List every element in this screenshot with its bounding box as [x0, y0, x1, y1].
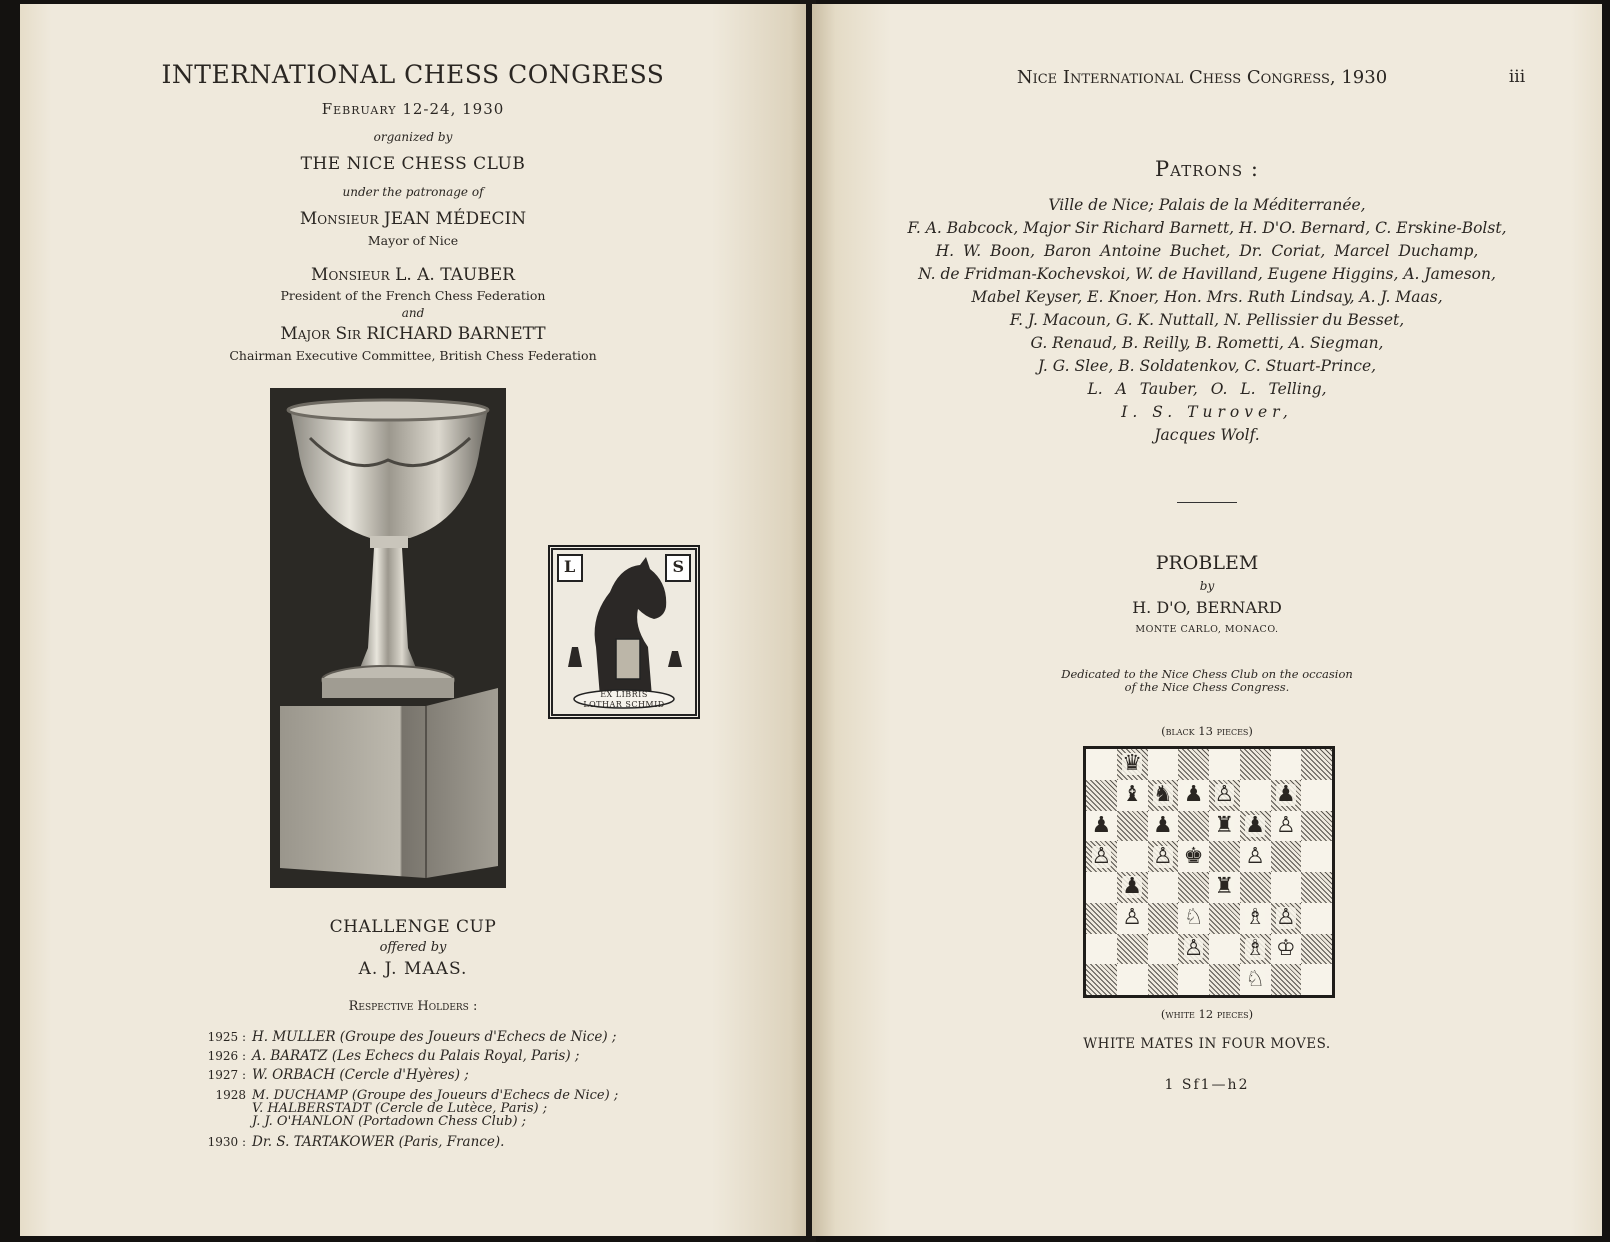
patron-1-prefix: Monsieur — [299, 209, 379, 229]
board-square — [1209, 872, 1240, 903]
trophy-image — [270, 388, 506, 888]
board-square — [1178, 964, 1209, 995]
problem-author: H. D'O, BERNARD — [1132, 598, 1282, 617]
chess-piece-icon: ♟ — [1122, 874, 1142, 900]
board-square — [1240, 841, 1271, 872]
board-square — [1240, 749, 1271, 780]
board-square — [1240, 903, 1271, 934]
board-square — [1178, 749, 1209, 780]
holder-year: 1930 : — [207, 1135, 246, 1149]
chess-piece-icon: ♜ — [1214, 874, 1235, 900]
board-square — [1117, 934, 1148, 965]
board-square — [1148, 811, 1179, 842]
trophy-photo — [270, 388, 506, 888]
patron-2 — [20, 265, 806, 285]
holder-year: 1928 — [215, 1088, 246, 1102]
board-square — [1178, 903, 1209, 934]
board-square — [1117, 811, 1148, 842]
patron-2-prefix: Monsieur — [311, 265, 390, 285]
chess-piece-icon: ♝ — [1122, 782, 1142, 808]
patron-line: Mabel Keyser, E. Knoer, Hon. Mrs. Ruth Lindsay, A. J. Maas, — [971, 288, 1443, 306]
board-square — [1271, 903, 1302, 934]
patron-3-name: RICHARD BARNETT — [366, 324, 546, 344]
page-title: INTERNATIONAL CHESS CONGRESS — [161, 60, 665, 89]
board-square — [1271, 934, 1302, 965]
holder-row — [200, 1047, 618, 1066]
chess-piece-icon: ♙ — [1214, 782, 1235, 808]
board-square — [1301, 749, 1332, 780]
and-label: and — [401, 306, 425, 320]
chess-piece-icon: ♘ — [1245, 966, 1265, 992]
holders-list — [200, 1028, 618, 1152]
chess-piece-icon: ♙ — [1245, 843, 1265, 869]
patron-2-name: L. A. TAUBER — [395, 265, 515, 285]
patron-line: G. Renaud, B. Reilly, B. Rometti, A. Siegman, — [1030, 334, 1384, 352]
section-divider — [1177, 502, 1237, 503]
board-square — [1148, 964, 1179, 995]
right-page — [812, 4, 1602, 1236]
bookplate-letter-s: S — [672, 557, 684, 576]
chess-piece-icon: ♙ — [1276, 812, 1296, 838]
holder-row — [200, 1066, 618, 1085]
board-square — [1178, 780, 1209, 811]
board-square — [1148, 903, 1179, 934]
board-square — [1178, 872, 1209, 903]
board-square — [1240, 811, 1271, 842]
board-rank — [1086, 964, 1332, 995]
dedication-line-1: Dedicated to the Nice Chess Club on the occasion — [1061, 667, 1353, 681]
holder-row — [200, 1028, 618, 1047]
board-square — [1271, 964, 1302, 995]
cup-offered-by: offered by — [379, 940, 447, 955]
board-square — [1178, 811, 1209, 842]
bookplate-letter-l: L — [564, 557, 576, 576]
chess-piece-icon: ♟ — [1091, 812, 1112, 838]
patron-line: Ville de Nice; Palais de la Méditerranée, — [1048, 196, 1366, 214]
board-square — [1178, 841, 1209, 872]
holder-row — [200, 1133, 618, 1152]
board-square — [1117, 841, 1148, 872]
running-head: Nice International Chess Congress, 1930 — [1016, 67, 1388, 88]
cup-title: CHALLENGE CUP — [329, 917, 497, 937]
patron-line: Jacques Wolf. — [1154, 426, 1260, 444]
patrons-title: Patrons : — [1155, 157, 1259, 181]
board-square — [1086, 872, 1117, 903]
chess-piece-icon: ♞ — [1153, 782, 1173, 808]
chess-piece-icon: ♙ — [1276, 905, 1296, 931]
chess-piece-icon: ♟ — [1183, 782, 1204, 808]
chess-piece-icon: ♚ — [1183, 843, 1204, 869]
board-square — [1301, 811, 1332, 842]
holder-text: H. MULLER (Groupe des Joueurs d'Echecs de Nice) ; — [252, 1029, 617, 1045]
board-square — [1117, 903, 1148, 934]
board-square — [1209, 964, 1240, 995]
board-square — [1086, 964, 1117, 995]
board-square — [1148, 872, 1179, 903]
club-name: THE NICE CHESS CLUB — [300, 154, 526, 174]
chess-piece-icon: ♟ — [1245, 812, 1265, 838]
problem-place: MONTE CARLO, MONACO. — [1135, 624, 1279, 635]
holder-year: 1927 : — [207, 1068, 246, 1082]
board-square — [1117, 780, 1148, 811]
bookplate-ex-libris: EX LIBRIS — [600, 690, 648, 699]
organized-by: organized by — [373, 130, 453, 144]
patron-1 — [20, 209, 806, 229]
holder-row — [200, 1085, 618, 1102]
holder-year: 1926 : — [207, 1049, 246, 1063]
chess-piece-icon: ♗ — [1245, 935, 1265, 961]
board-square — [1209, 841, 1240, 872]
patron-line: I. S. Turover, — [1121, 403, 1293, 421]
patron-2-role: President of the French Chess Federation — [280, 288, 546, 303]
board-square — [1117, 964, 1148, 995]
board-square — [1271, 872, 1302, 903]
patron-3 — [20, 324, 806, 344]
chess-piece-icon: ♙ — [1153, 843, 1173, 869]
patron-line: F. J. Macoun, G. K. Nuttall, N. Pellissier du Besset, — [1009, 311, 1405, 329]
holder-text: W. ORBACH (Cercle d'Hyères) ; — [252, 1067, 469, 1083]
bookplate-owner: LOTHAR SCHMID — [583, 700, 665, 709]
board-square — [1209, 780, 1240, 811]
holder-text: V. HALBERSTADT (Cercle de Lutèce, Paris) ; — [252, 1101, 548, 1116]
board-square — [1086, 841, 1117, 872]
chess-piece-icon: ♗ — [1245, 905, 1265, 931]
board-square — [1086, 903, 1117, 934]
black-pieces-label: (black 13 pieces) — [1161, 724, 1253, 738]
holder-text: J. J. O'HANLON (Portadown Chess Club) ; — [252, 1114, 527, 1129]
chess-piece-icon: ♔ — [1276, 935, 1296, 961]
patron-line: N. de Fridman-Kochevskoi, W. de Havilland, Eugene Higgins, A. Jameson, — [918, 265, 1496, 283]
board-square — [1086, 780, 1117, 811]
chess-piece-icon: ♙ — [1122, 905, 1142, 931]
chess-piece-icon: ♟ — [1153, 812, 1173, 838]
chess-piece-icon: ♙ — [1091, 843, 1112, 869]
holder-year: 1925 : — [207, 1030, 246, 1044]
patron-1-role: Mayor of Nice — [367, 233, 459, 248]
chess-piece-icon: ♜ — [1214, 812, 1235, 838]
board-square — [1148, 841, 1179, 872]
board-rank — [1086, 780, 1332, 811]
board-square — [1209, 749, 1240, 780]
dedication-line-2: of the Nice Chess Congress. — [1124, 680, 1290, 694]
board-square — [1271, 841, 1302, 872]
patron-line: H. W. Boon, Baron Antoine Buchet, Dr. Coriat, Marcel Duchamp, — [935, 242, 1479, 260]
holders-title: Respective Holders : — [348, 999, 478, 1014]
board-square — [1209, 934, 1240, 965]
board-square — [1240, 780, 1271, 811]
board-square — [1240, 934, 1271, 965]
problem-by: by — [1199, 579, 1215, 593]
patron-3-prefix: Major Sir — [280, 324, 361, 344]
board-square — [1301, 780, 1332, 811]
chess-diagram — [1083, 746, 1335, 998]
board-rank — [1086, 749, 1332, 780]
chess-piece-icon: ♟ — [1276, 782, 1296, 808]
patron-line: F. A. Babcock, Major Sir Richard Barnett, H. D'O. Bernard, C. Erskine-Bolst, — [907, 219, 1507, 237]
board-square — [1209, 903, 1240, 934]
chess-piece-icon: ♘ — [1183, 905, 1204, 931]
page-number: iii — [1508, 67, 1526, 87]
board-square — [1086, 934, 1117, 965]
patron-1-name: JEAN MÉDECIN — [383, 209, 527, 229]
solution: 1 Sf1—h2 — [1164, 1077, 1250, 1093]
board-square — [1301, 903, 1332, 934]
board-square — [1148, 749, 1179, 780]
board-rank — [1086, 811, 1332, 842]
patron-3-role: Chairman Executive Committee, British Chess Federation — [229, 348, 597, 363]
board-rank — [1086, 934, 1332, 965]
board-square — [1148, 934, 1179, 965]
patron-line: L. A Tauber, O. L. Telling, — [1087, 380, 1327, 398]
stipulation: WHITE MATES IN FOUR MOVES. — [1083, 1036, 1331, 1052]
patronage-label: under the patronage of — [342, 185, 484, 199]
ex-libris-bookplate — [548, 545, 700, 719]
congress-date: February 12-24, 1930 — [321, 100, 505, 118]
holder-text: M. DUCHAMP (Groupe des Joueurs d'Echecs de Nice) ; — [252, 1088, 619, 1103]
board-square — [1086, 749, 1117, 780]
board-square — [1086, 811, 1117, 842]
board-square — [1240, 964, 1271, 995]
board-rank — [1086, 841, 1332, 872]
patron-line: J. G. Slee, B. Soldatenkov, C. Stuart-Prince, — [1037, 357, 1377, 375]
board-square — [1117, 872, 1148, 903]
board-square — [1271, 811, 1302, 842]
board-rank — [1086, 872, 1332, 903]
board-square — [1178, 934, 1209, 965]
board-square — [1271, 749, 1302, 780]
holder-row — [200, 1115, 618, 1133]
white-pieces-label: (white 12 pieces) — [1160, 1007, 1254, 1021]
board-square — [1148, 780, 1179, 811]
holder-text: A. BARATZ (Les Echecs du Palais Royal, Paris) ; — [252, 1048, 580, 1064]
problem-title: PROBLEM — [1155, 552, 1259, 574]
board-square — [1301, 934, 1332, 965]
board-rank — [1086, 903, 1332, 934]
chess-piece-icon: ♙ — [1183, 935, 1204, 961]
board-square — [1209, 811, 1240, 842]
cup-donor: A. J. MAAS. — [358, 959, 468, 979]
board-square — [1117, 749, 1148, 780]
board-square — [1301, 964, 1332, 995]
board-square — [1301, 841, 1332, 872]
board-square — [1240, 872, 1271, 903]
holder-text: Dr. S. TARTAKOWER (Paris, France). — [252, 1134, 505, 1150]
board-square — [1301, 872, 1332, 903]
chess-piece-icon: ♛ — [1122, 751, 1142, 777]
board-square — [1271, 780, 1302, 811]
